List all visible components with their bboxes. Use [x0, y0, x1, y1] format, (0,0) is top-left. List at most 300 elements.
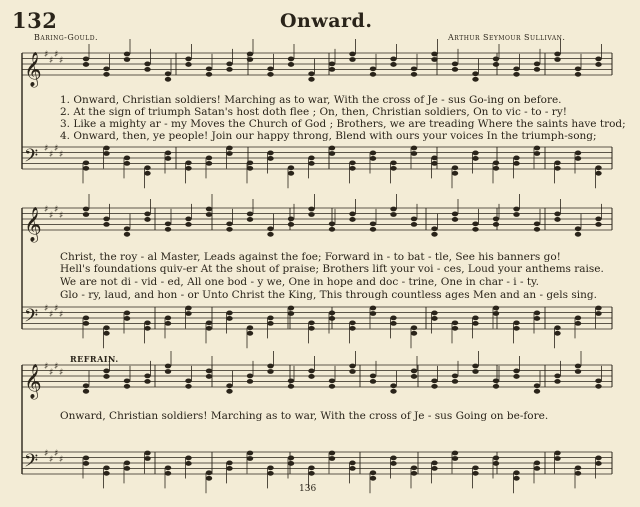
note-head: [226, 316, 232, 321]
key-sharp-icon: ♯: [44, 205, 49, 215]
page-number: 136: [299, 484, 317, 494]
note-head: [267, 471, 273, 476]
note-head: [206, 470, 212, 475]
note-head: [226, 221, 232, 226]
note-head: [534, 62, 540, 67]
note-head: [247, 374, 253, 379]
note-head: [390, 166, 396, 171]
note-head: [390, 62, 396, 67]
note-head: [493, 166, 499, 171]
note-head: [534, 383, 540, 388]
note-head: [431, 226, 437, 231]
note-head: [493, 217, 499, 222]
verse-line-7: We are not di - vid - ed, All one bod - y we, One in hope and doc - trine, One in char - i - ty.: [60, 276, 539, 288]
note-head: [390, 212, 396, 217]
note-head: [165, 227, 171, 232]
key-sharp-icon: ♯: [59, 368, 64, 378]
note-head: [206, 66, 212, 71]
key-sharp-icon: ♯: [49, 368, 54, 378]
note-head: [288, 217, 294, 222]
note-head: [165, 321, 171, 326]
note-head: [411, 471, 417, 476]
note-head: [595, 62, 601, 67]
note-head: [226, 227, 232, 232]
note-head: [595, 217, 601, 222]
note-head: [431, 378, 437, 383]
note-head: [267, 232, 273, 237]
refrain-label: REFRAIN.: [70, 354, 119, 364]
note-head: [554, 57, 560, 62]
note-head: [513, 476, 519, 481]
note-head: [247, 451, 253, 456]
note-head: [206, 161, 212, 166]
note-head: [431, 52, 437, 57]
note-head: [493, 222, 499, 227]
bass-clef-icon: 𝄢: [24, 306, 39, 331]
note-head: [431, 466, 437, 471]
note-head: [144, 217, 150, 222]
note-head: [411, 146, 417, 151]
note-head: [103, 217, 109, 222]
note-head: [554, 52, 560, 57]
note-head: [144, 62, 150, 67]
note-head: [452, 379, 458, 384]
note-head: [411, 369, 417, 374]
note-head: [349, 166, 355, 171]
note-head: [83, 166, 89, 171]
note-head: [595, 57, 601, 62]
note-head: [83, 316, 89, 321]
note-head: [452, 374, 458, 379]
note-head: [390, 389, 396, 394]
note-head: [575, 66, 581, 71]
note-head: [493, 461, 499, 466]
note-head: [267, 316, 273, 321]
key-sharp-icon: ♯: [54, 362, 59, 372]
note-head: [472, 77, 478, 82]
note-head: [452, 212, 458, 217]
note-head: [595, 306, 601, 311]
note-head: [390, 456, 396, 461]
note-head: [575, 321, 581, 326]
note-head: [390, 316, 396, 321]
note-head: [452, 320, 458, 325]
note-head: [493, 160, 499, 165]
note-head: [390, 57, 396, 62]
note-head: [472, 156, 478, 161]
key-sharp-icon: ♯: [59, 310, 64, 320]
note-head: [144, 67, 150, 72]
note-head: [185, 311, 191, 316]
bass-clef-icon: 𝄢: [24, 451, 39, 476]
note-head: [452, 62, 458, 67]
note-head: [575, 72, 581, 77]
note-head: [554, 379, 560, 384]
note-head: [595, 222, 601, 227]
note-head: [308, 161, 314, 166]
note-head: [226, 146, 232, 151]
note-head: [595, 456, 601, 461]
key-sharp-icon: ♯: [54, 304, 59, 314]
note-head: [308, 77, 314, 82]
composer-credit: Arthur Seymour Sullivan.: [448, 33, 566, 42]
note-head: [83, 62, 89, 67]
note-head: [288, 456, 294, 461]
note-head: [288, 311, 294, 316]
note-head: [595, 384, 601, 389]
note-head: [124, 226, 130, 231]
note-head: [226, 383, 232, 388]
note-head: [206, 369, 212, 374]
note-head: [329, 451, 335, 456]
verse-line-1: 1. Onward, Christian soldiers! Marching as to war, With the cross of Je - sus Go-ing on before.: [60, 94, 562, 106]
note-head: [206, 476, 212, 481]
note-head: [411, 325, 417, 330]
note-head: [431, 384, 437, 389]
note-head: [83, 207, 89, 212]
note-head: [411, 151, 417, 156]
note-head: [83, 212, 89, 217]
note-head: [493, 456, 499, 461]
note-head: [185, 160, 191, 165]
note-head: [411, 465, 417, 470]
note-head: [513, 207, 519, 212]
note-head: [534, 146, 540, 151]
note-head: [329, 456, 335, 461]
note-head: [370, 156, 376, 161]
note-head: [431, 316, 437, 321]
note-head: [431, 461, 437, 466]
note-head: [124, 232, 130, 237]
note-head: [185, 306, 191, 311]
note-head: [144, 171, 150, 176]
note-head: [370, 311, 376, 316]
note-head: [267, 364, 273, 369]
note-head: [185, 222, 191, 227]
key-sharp-icon: ♯: [44, 449, 49, 459]
note-head: [513, 161, 519, 166]
note-head: [124, 57, 130, 62]
note-head: [144, 451, 150, 456]
key-sharp-icon: ♯: [49, 150, 54, 160]
note-head: [595, 461, 601, 466]
note-head: [370, 221, 376, 226]
note-head: [144, 320, 150, 325]
note-head: [431, 156, 437, 161]
key-sharp-icon: ♯: [44, 144, 49, 154]
note-head: [185, 456, 191, 461]
note-head: [370, 66, 376, 71]
note-head: [103, 151, 109, 156]
note-head: [226, 389, 232, 394]
note-head: [575, 465, 581, 470]
note-head: [308, 156, 314, 161]
lyricist-credit: Baring-Gould.: [34, 33, 99, 42]
note-head: [247, 166, 253, 171]
note-head: [411, 66, 417, 71]
note-head: [288, 171, 294, 176]
note-head: [308, 471, 314, 476]
note-head: [575, 369, 581, 374]
note-head: [431, 232, 437, 237]
note-head: [575, 232, 581, 237]
note-head: [534, 151, 540, 156]
note-head: [534, 221, 540, 226]
refrain-lyric: Onward, Christian soldiers! Marching as to war, With the cross of Je - sus Going on be-fore.: [60, 410, 549, 422]
note-head: [493, 306, 499, 311]
note-head: [534, 227, 540, 232]
note-head: [595, 378, 601, 383]
key-sharp-icon: ♯: [59, 150, 64, 160]
note-head: [452, 67, 458, 72]
note-head: [165, 364, 171, 369]
note-head: [554, 166, 560, 171]
note-head: [411, 331, 417, 336]
note-head: [472, 151, 478, 156]
treble-clef-icon: 𝄞: [24, 52, 42, 87]
note-head: [370, 306, 376, 311]
note-head: [103, 66, 109, 71]
hymn-number: 132: [12, 8, 58, 33]
note-head: [288, 165, 294, 170]
note-head: [513, 470, 519, 475]
note-head: [308, 369, 314, 374]
note-head: [103, 146, 109, 151]
note-head: [103, 471, 109, 476]
verse-line-8: Glo - ry, laud, and hon - or Unto Christ the King, This through countless ages Men and an - gels sing.: [60, 289, 597, 301]
note-head: [144, 379, 150, 384]
note-head: [390, 383, 396, 388]
key-sharp-icon: ♯: [59, 211, 64, 221]
note-head: [308, 71, 314, 76]
note-head: [165, 316, 171, 321]
note-head: [329, 221, 335, 226]
note-head: [206, 212, 212, 217]
note-head: [247, 52, 253, 57]
note-head: [124, 156, 130, 161]
note-head: [349, 461, 355, 466]
note-head: [493, 62, 499, 67]
note-head: [308, 212, 314, 217]
note-head: [452, 456, 458, 461]
note-head: [370, 470, 376, 475]
note-head: [165, 71, 171, 76]
note-head: [144, 456, 150, 461]
key-sharp-icon: ♯: [49, 455, 54, 465]
note-head: [370, 374, 376, 379]
note-head: [349, 369, 355, 374]
note-head: [247, 160, 253, 165]
note-head: [288, 378, 294, 383]
key-sharp-icon: ♯: [59, 56, 64, 66]
note-head: [431, 311, 437, 316]
verse-line-6: Hell's foundations quiv-er At the shout of praise; Brothers lift your voi - ces, Loud your anthems raise.: [60, 263, 604, 275]
note-head: [308, 326, 314, 331]
note-head: [83, 389, 89, 394]
note-head: [288, 384, 294, 389]
note-head: [329, 311, 335, 316]
key-sharp-icon: ♯: [44, 362, 49, 372]
note-head: [124, 316, 130, 321]
note-head: [124, 466, 130, 471]
note-head: [329, 62, 335, 67]
note-head: [185, 217, 191, 222]
note-head: [83, 383, 89, 388]
note-head: [288, 62, 294, 67]
verse-line-5: Christ, the roy - al Master, Leads against the foe; Forward in - to bat - tle, See his banners go!: [60, 251, 561, 263]
note-head: [144, 165, 150, 170]
note-head: [103, 331, 109, 336]
note-head: [267, 465, 273, 470]
note-head: [493, 311, 499, 316]
note-head: [83, 160, 89, 165]
note-head: [370, 151, 376, 156]
note-head: [513, 320, 519, 325]
note-head: [144, 212, 150, 217]
note-head: [329, 384, 335, 389]
note-head: [370, 476, 376, 481]
note-head: [554, 325, 560, 330]
note-head: [534, 389, 540, 394]
key-sharp-icon: ♯: [44, 50, 49, 60]
note-head: [452, 451, 458, 456]
note-head: [349, 320, 355, 325]
note-head: [329, 151, 335, 156]
note-head: [144, 326, 150, 331]
note-head: [124, 52, 130, 57]
note-head: [247, 379, 253, 384]
note-head: [247, 212, 253, 217]
note-head: [267, 321, 273, 326]
note-head: [513, 369, 519, 374]
verse-line-4: 4. Onward, then, ye people! Join our happy throng, Blend with ours your voices In the triumph-song;: [60, 130, 597, 142]
key-sharp-icon: ♯: [49, 56, 54, 66]
note-head: [513, 212, 519, 217]
note-head: [370, 379, 376, 384]
note-head: [595, 165, 601, 170]
note-head: [329, 378, 335, 383]
note-head: [206, 72, 212, 77]
note-head: [267, 66, 273, 71]
note-head: [554, 331, 560, 336]
note-head: [554, 217, 560, 222]
note-head: [513, 374, 519, 379]
note-head: [144, 374, 150, 379]
key-sharp-icon: ♯: [49, 310, 54, 320]
treble-clef-icon: 𝄞: [24, 364, 42, 399]
note-head: [206, 326, 212, 331]
note-head: [411, 374, 417, 379]
note-head: [472, 71, 478, 76]
note-head: [472, 221, 478, 226]
note-head: [349, 364, 355, 369]
note-head: [206, 320, 212, 325]
note-head: [329, 316, 335, 321]
note-head: [493, 378, 499, 383]
note-head: [370, 227, 376, 232]
note-head: [185, 62, 191, 67]
note-head: [288, 306, 294, 311]
note-head: [349, 160, 355, 165]
note-head: [247, 217, 253, 222]
note-head: [165, 151, 171, 156]
note-head: [288, 57, 294, 62]
key-sharp-icon: ♯: [54, 50, 59, 60]
hymn-title: Onward.: [280, 10, 373, 32]
note-head: [165, 156, 171, 161]
note-head: [575, 151, 581, 156]
note-head: [349, 466, 355, 471]
note-head: [226, 67, 232, 72]
note-head: [165, 221, 171, 226]
note-head: [103, 374, 109, 379]
note-head: [472, 465, 478, 470]
note-head: [452, 165, 458, 170]
note-head: [267, 72, 273, 77]
note-head: [472, 369, 478, 374]
note-head: [513, 326, 519, 331]
note-head: [554, 160, 560, 165]
bass-clef-icon: 𝄢: [24, 146, 39, 171]
note-head: [554, 212, 560, 217]
note-head: [247, 57, 253, 62]
note-head: [124, 311, 130, 316]
note-head: [534, 461, 540, 466]
key-sharp-icon: ♯: [54, 205, 59, 215]
note-head: [472, 227, 478, 232]
note-head: [431, 57, 437, 62]
note-head: [452, 217, 458, 222]
note-head: [83, 461, 89, 466]
note-head: [308, 207, 314, 212]
note-head: [390, 321, 396, 326]
note-head: [247, 325, 253, 330]
note-head: [349, 52, 355, 57]
note-head: [411, 222, 417, 227]
note-head: [534, 316, 540, 321]
verse-line-3: 3. Like a mighty ar - my Moves the Church of God ; Brothers, we are treading Where the saints have trod;: [60, 118, 626, 130]
note-head: [165, 77, 171, 82]
note-head: [575, 316, 581, 321]
note-head: [575, 226, 581, 231]
note-head: [554, 456, 560, 461]
note-head: [83, 456, 89, 461]
note-head: [165, 471, 171, 476]
note-head: [103, 325, 109, 330]
key-sharp-icon: ♯: [49, 211, 54, 221]
note-head: [390, 160, 396, 165]
note-head: [308, 374, 314, 379]
note-head: [267, 151, 273, 156]
note-head: [329, 67, 335, 72]
note-head: [165, 369, 171, 374]
note-head: [165, 465, 171, 470]
note-head: [349, 57, 355, 62]
note-head: [267, 226, 273, 231]
note-head: [103, 222, 109, 227]
note-head: [103, 369, 109, 374]
note-head: [206, 374, 212, 379]
note-head: [83, 57, 89, 62]
note-head: [452, 171, 458, 176]
note-head: [349, 326, 355, 331]
note-head: [124, 461, 130, 466]
note-head: [472, 321, 478, 326]
note-head: [575, 156, 581, 161]
note-head: [554, 374, 560, 379]
note-head: [124, 378, 130, 383]
note-head: [329, 146, 335, 151]
